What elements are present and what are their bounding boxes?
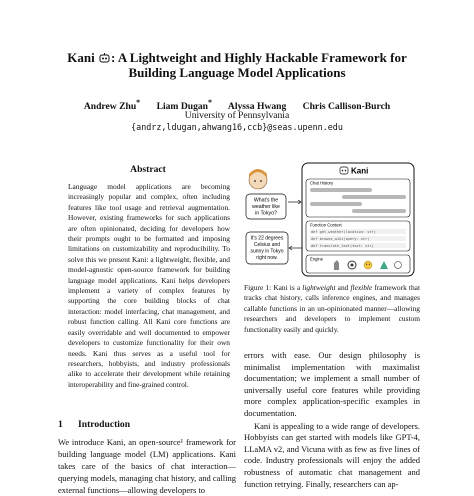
bubble-line: sunny in Tokyo	[250, 248, 284, 255]
abstract-heading: Abstract	[130, 164, 166, 175]
caption-text: framework that tracks chat history, calls inference engines, and manages callable functions in an un-opinionated manner—allowing researchers and developers to implement custom functionality easily and quickly.	[244, 283, 420, 334]
caption-emphasis: flexible	[350, 283, 373, 292]
bubble-line: It's 22 degrees	[250, 235, 284, 242]
caption-emphasis: lightweight	[302, 283, 336, 292]
bubble-line: Celsius and	[253, 242, 281, 248]
section-heading	[58, 419, 130, 430]
title-kani: Kani	[67, 50, 95, 65]
hf-icon	[364, 261, 372, 269]
affiliation: University of Pennsylvania	[184, 110, 290, 121]
caption-label: Figure 1:	[244, 283, 272, 292]
robot-icon	[340, 167, 348, 174]
author-list: Andrew Zhu* Liam Dugan* Alyssa Hwang Chris Callison-Burch	[83, 98, 391, 113]
bubble-line: What's the	[253, 197, 279, 204]
robot-icon	[99, 53, 110, 63]
title-line2: Building Language Model Applications	[128, 65, 346, 80]
caption-text: and	[335, 283, 351, 292]
bubble-line: right now.	[256, 255, 278, 261]
figure-caption	[244, 283, 420, 335]
chat-line	[310, 188, 372, 192]
engine-label: Engine	[310, 256, 324, 262]
chat-history-label: Chat History	[310, 180, 334, 186]
author: Liam Dugan	[156, 101, 209, 113]
author: Andrew Zhu	[83, 101, 137, 113]
code-text: def translate_text(text: str)	[311, 244, 374, 248]
chat-line	[352, 209, 406, 213]
author: Chris Callison-Burch	[302, 101, 391, 113]
email: {andrz,ldugan,ahwang16,ccb}@seas.upenn.edu	[131, 122, 343, 132]
figure-1	[244, 162, 416, 278]
code-text: def get_weather(location: str)	[311, 230, 376, 234]
right-column-text	[244, 350, 420, 490]
user-message-bubble	[246, 194, 286, 219]
bubble-line: weather like	[252, 204, 280, 210]
kani-brand: Kani	[351, 166, 369, 176]
function-context-label: Function Context	[310, 222, 342, 228]
reply-message-bubble	[246, 232, 288, 264]
paragraph: Kani is appealing to a wide range of developers. Hobbyists can get started with models like GPT-4, LLaMA v2, and Vicuna with as few as five lines of code. Industry professionals will enjoy the added robustness of automatic chat management and function retrying. Finally, researchers can ap-	[244, 420, 420, 489]
code-text: def browse_wiki(query: str)	[311, 237, 370, 241]
caption-text: Kani is a	[271, 283, 303, 292]
paragraph: errors with ease. Our design philosophy is minimalist implementation with maximalist documentation; we implement a small number of universally useful core features while providing more complex application-specific examples in documentation.	[244, 350, 420, 418]
chat-line	[310, 202, 362, 206]
title-rest: : A Lightweight and Highly Hackable Framework for	[110, 50, 407, 65]
paper-title	[30, 50, 444, 80]
chat-line	[342, 195, 406, 199]
person-icon	[249, 169, 267, 189]
bubble-line: in Tokyo?	[255, 210, 277, 217]
section-number: 1	[58, 419, 63, 430]
intro-text: We introduce Kani, an open-source¹ framework for building language model (LM) applications. Kani takes care of the basics of chat interaction—querying models, managing chat history, and calling external functions—allowing developers to	[58, 437, 236, 495]
section-title: Introduction	[78, 419, 131, 430]
abstract-text: Language model applications are becoming increasingly popular and complex, often including features like tool usage and retrieval augmentation. However, existing frameworks for such applications are often opinionated, deciding for developers how their prompts ought to be formatted and imposing limitations on customizability and reproducibility. To solve this we present Kani: a lightweight, flexible, and model-agnostic open-source framework for building language model applications. Kani helps developers implement a variety of complex features by supporting the core building blocks of chat interaction: model interfacing, chat management, and robust function calling. All Kani core functions are easily overridable and well documented to empower developers to customize functionality for their own needs. Kani thus serves as a useful tool for researchers, hobbyists, and industry professionals alike to accelerate their development while retaining interoperability and fine-grained control.	[68, 182, 230, 389]
author: Alyssa Hwang	[227, 101, 287, 113]
